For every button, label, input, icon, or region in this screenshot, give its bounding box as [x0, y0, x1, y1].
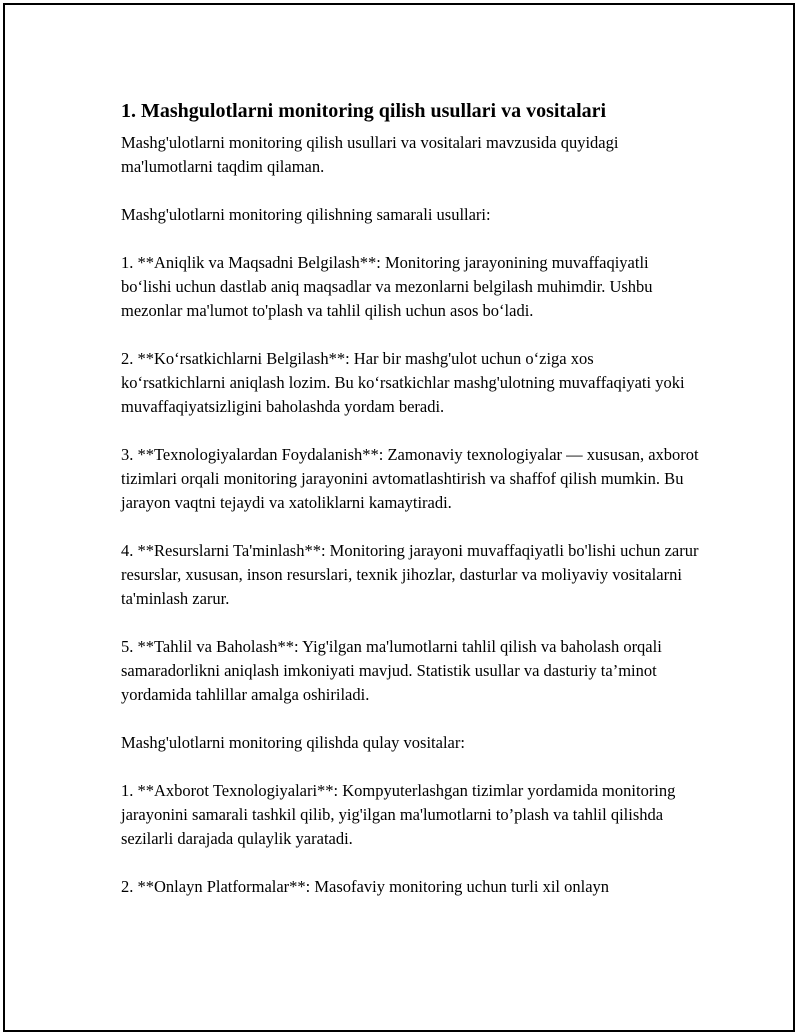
- paragraph-intro: Mashg'ulotlarni monitoring qilish usullari va vositalari mavzusida quyidagi ma'lumotlarni taqdim qilaman.: [121, 133, 619, 176]
- paragraph-method-3: 3. **Texnologiyalardan Foydalanish**: Zamonaviy texnologiyalar — xususan, axborot tizimlari orqali monitoring jarayonini avtomatlashtirish va shaffof qilish mumkin. Bu jarayon vaqtni tejaydi va xatoliklarni kamaytiradi.: [121, 445, 699, 512]
- paragraph-method-1: 1. **Aniqlik va Maqsadni Belgilash**: Monitoring jarayonining muvaffaqiyatli bo‘lishi uchun dastlab aniq maqsadlar va mezonlarni belgilash muhimdir. Ushbu mezonlar ma'lumot to'plash va tahlil qilish uchun asos bo‘ladi.: [121, 253, 653, 320]
- paragraph-tool-1: 1. **Axborot Texnologiyalari**: Kompyuterlashgan tizimlar yordamida monitoring jarayonini samarali tashkil qilib, yig'ilgan ma'lumotlarni to’plash va tahlil qilishda sezilarli darajada qulaylik yaratadi.: [121, 781, 676, 848]
- paragraph-spacer: [121, 851, 701, 875]
- paragraph-spacer: [121, 227, 701, 251]
- paragraph-spacer: [121, 707, 701, 731]
- paragraph-spacer: [121, 755, 701, 779]
- paragraph-method-4: 4. **Resurslarni Ta'minlash**: Monitoring jarayoni muvaffaqiyatli bo'lishi uchun zarur resurslar, xususan, inson resurslari, texnik jihozlar, dasturlar va moliyaviy vositalarni ta'minlash zarur.: [121, 541, 699, 608]
- paragraph-spacer: [121, 419, 701, 443]
- paragraph-tool-2: 2. **Onlayn Platformalar**: Masofaviy monitoring uchun turli xil onlayn: [121, 877, 610, 896]
- paragraph-method-5: 5. **Tahlil va Baholash**: Yig'ilgan ma'lumotlarni tahlil qilish va baholash orqali samaradorlikni aniqlash imkoniyati mavjud. Statistik usullar va dasturiy ta’minot yordamida tahlillar amalga oshiriladi.: [121, 637, 662, 704]
- document-body: [121, 97, 701, 899]
- paragraph-spacer: [121, 323, 701, 347]
- paragraph-methods-heading: Mashg'ulotlarni monitoring qilishning samarali usullari:: [121, 205, 491, 224]
- paragraph-method-2: 2. **Ko‘rsatkichlarni Belgilash**: Har bir mashg'ulot uchun o‘ziga xos ko‘rsatkichlarni aniqlash lozim. Bu ko‘rsatkichlar mashg'ulotning muvaffaqiyati yoki muvaffaqiyatsizligini baholashda yordam beradi.: [121, 349, 685, 416]
- paragraph-tools-heading: Mashg'ulotlarni monitoring qilishda qulay vositalar:: [121, 733, 465, 752]
- paragraph-spacer: [121, 611, 701, 635]
- paragraph-spacer: [121, 515, 701, 539]
- page-frame: [3, 3, 795, 1032]
- document-title: 1. Mashgulotlarni monitoring qilish usullari va vositalari: [121, 100, 607, 122]
- paragraph-spacer: [121, 179, 701, 203]
